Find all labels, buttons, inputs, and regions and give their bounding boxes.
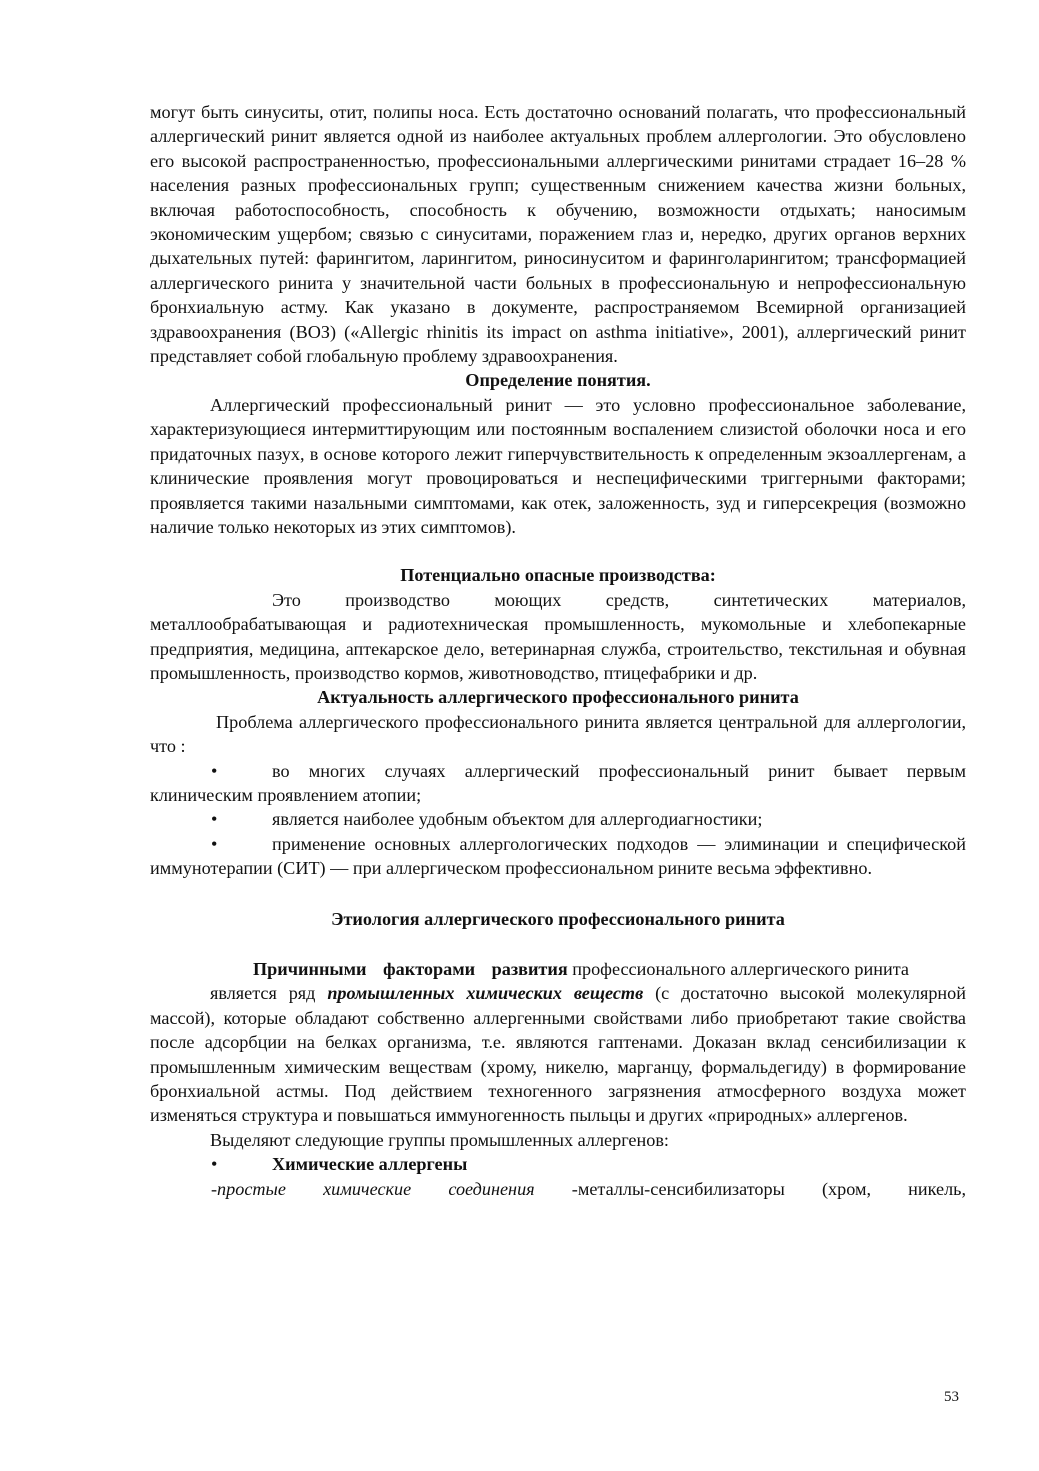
bullet-text: применение основных аллергологических подходов — элиминации и специфической иммунотерапии (СИТ) — при аллергическом профессиональном рините весьма эффективно. — [150, 833, 966, 879]
bullet-text: является наиболее удобным объектом для аллергодиагностики; — [272, 809, 763, 830]
chemicals-emphasis: промышленных химических веществ — [327, 983, 644, 1004]
etiology-heading: Этиология аллергического профессионального ринита — [331, 908, 785, 929]
groups-intro: Выделяют следующие группы промышленных аллергенов: — [210, 1129, 669, 1150]
causal-factors-paragraph — [150, 957, 966, 981]
relevance-bullet — [150, 759, 966, 808]
intro-paragraph: могут быть синуситы, отит, полипы носа. Есть достаточно оснований полагать, что профессиональный аллергический ринит является одной из наиболее актуальных проблем аллергологии. Это обусловлено его высокой распространенностью, профессиональными аллергическими ринитами страдает 16–28 % населения разных профессиональных групп; существенным снижением качества жизни больных, включая работоспособность, способность к обучению, возможности отдыхать; наносимым экономическим ущербом; связью с синуситами, поражением глаз и, нередко, других органов верхних дыхательных путей: фарингитом, ларингитом, риносинуситом и фаринголарингитом; трансформацией аллергического ринита у значительной части больных в профессиональную и непрофессиональную бронхиальную астму. Как указано в документе, распространяемом Всемирной организацией здравоохранения (ВОЗ) («Allergic rhinitis its impact on asthma initiative», 2001), аллергический ринит представляет собой глобальную проблему здравоохранения. — [150, 102, 966, 367]
bullet-text: во многих случаях аллергический профессиональный ринит бывает первым клиническим проявлением атопии; — [150, 760, 966, 805]
chem-compounds-line — [150, 1177, 966, 1201]
chemicals-start: является ряд — [210, 983, 328, 1004]
bullet-icon: • — [211, 833, 218, 854]
hazardous-heading: Потенциально опасные производства: — [400, 565, 716, 586]
page-number: 53 — [944, 1389, 959, 1405]
definition-paragraph: Аллергический профессиональный ринит — это условно профессиональное заболевание, характеризующиеся интермиттирующим или постоянным воспалением слизистой оболочки носа и его придаточных пазух, в основе которого лежит гиперчувствительность к определенным экзоаллергенам, а клинические проявления могут провоцироваться и неспецифическими триггерными факторами; проявляется такими назальными симптомами, как отек, заложенность, зуд и гиперсекреция (возможно наличие только некоторых из этих симптомов). — [150, 394, 966, 537]
chem-compounds-rest: -металлы-сенсибилизаторы (хром, никель, — [534, 1178, 966, 1199]
chem-compounds-italic: -простые химические соединения — [211, 1178, 535, 1199]
relevance-bullet — [150, 832, 966, 881]
relevance-bullet — [150, 807, 966, 831]
spacer — [150, 881, 966, 907]
bullet-icon: • — [211, 760, 218, 781]
definition-heading: Определение понятия. — [465, 370, 651, 391]
bullet-icon: • — [211, 1154, 218, 1175]
relevance-intro: Проблема аллергического профессионального ринита является центральной для аллергологии, что : — [150, 711, 966, 757]
chem-allergens-label: Химические аллергены — [272, 1154, 468, 1175]
spacer — [150, 539, 966, 563]
chem-allergens-bullet — [150, 1152, 966, 1176]
chemicals-rest: (с достаточно высокой молекулярной массой), которые обладают собственно аллергенными свойствами либо приобретают такие свойства после адсорбции на белках организма, т.е. являются гаптенами. Доказан вклад сенсибилизации к промышленным химическим веществам (хрому, никелю, марганцу, формальдегиду) в формирование бронхиальной астмы. Под действием техногенного загрязнения атмосферного воздуха может изменяться структура и повышаться иммуногенность пыльцы и других «природных» аллергенов. — [150, 983, 966, 1126]
relevance-heading: Актуальность аллергического профессионального ринита — [317, 687, 799, 708]
document-page — [150, 100, 966, 1201]
hazardous-paragraph: Это производство моющих средств, синтетических материалов, металлообрабатывающая и радиотехническая промышленность, мукомольные и хлебопекарные предприятия, медицина, аптекарское дело, ветеринарная служба, строительство, текстильная и обувная промышленность, производство кормов, животноводство, птицефабрики и др. — [150, 589, 966, 683]
bullet-icon: • — [211, 809, 218, 830]
chemicals-paragraph — [150, 981, 966, 1127]
causal-factors-rest: профессионального аллергического ринита — [567, 959, 909, 979]
spacer — [150, 931, 966, 957]
causal-factors-bold: Причинными факторами развития — [253, 959, 568, 979]
